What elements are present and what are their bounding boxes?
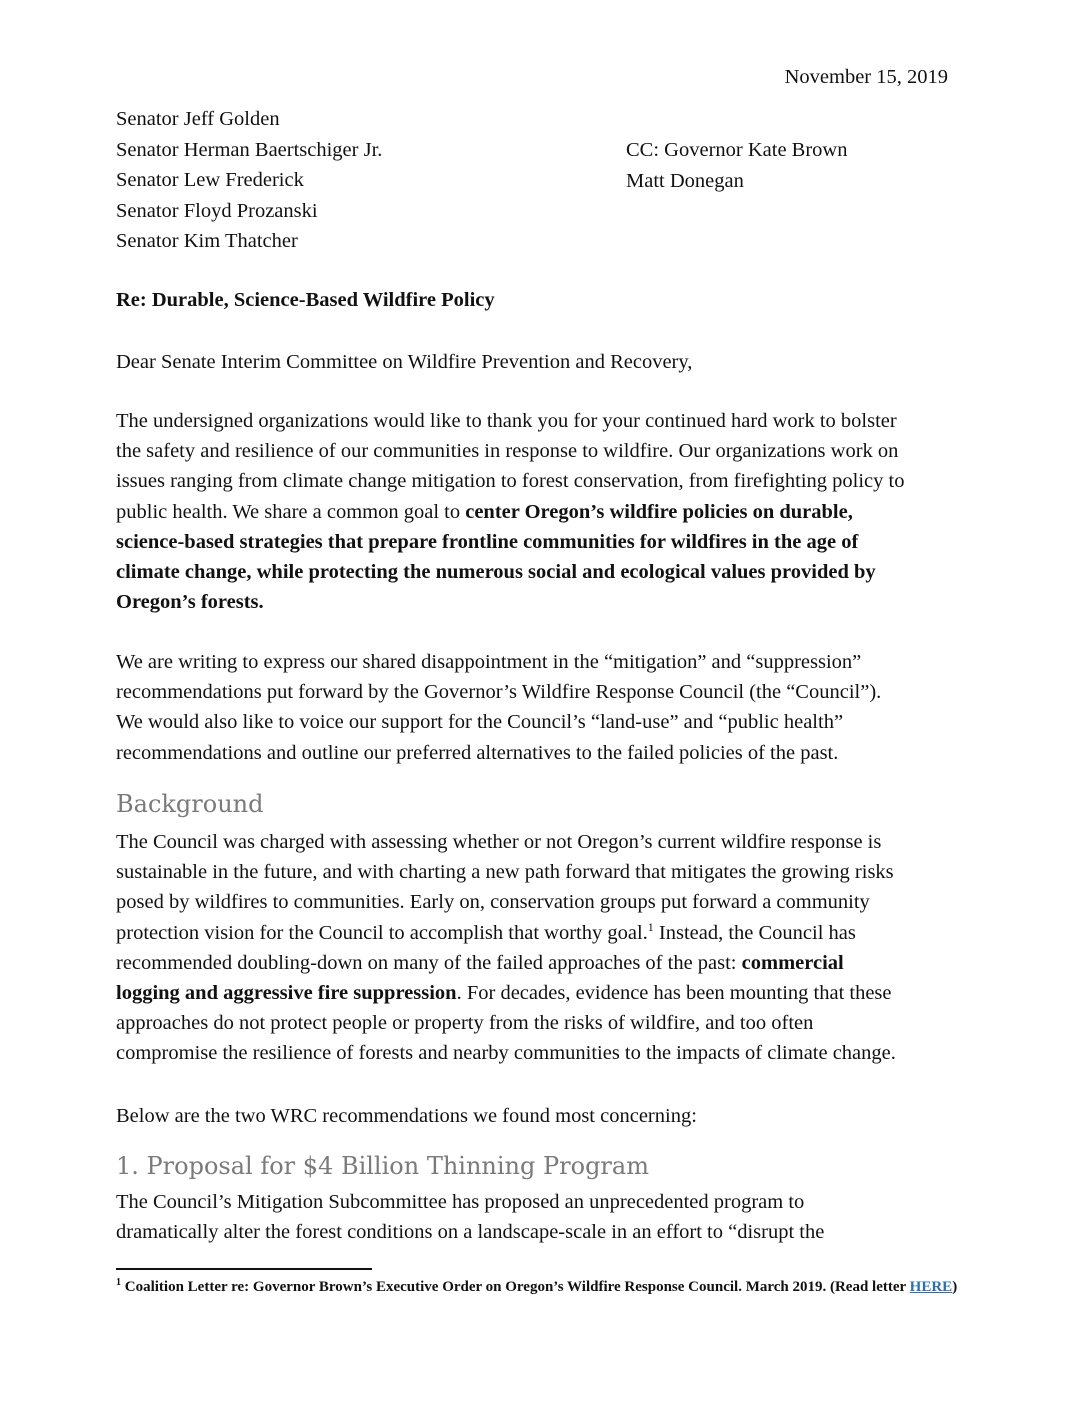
paragraph-line: We would also like to voice our support for the Council’s “land-use” and “public health” bbox=[116, 711, 844, 734]
paragraph-line: dramatically alter the forest conditions on a landscape-scale in an effort to “disrupt the bbox=[116, 1221, 825, 1244]
paragraph-line: Below are the two WRC recommendations we found most concerning: bbox=[116, 1105, 697, 1127]
cc-list bbox=[626, 135, 847, 196]
paragraph-line bbox=[116, 918, 976, 948]
paragraph-line: recommendations and outline our preferred alternatives to the failed policies of the past. bbox=[116, 741, 839, 764]
section-heading-proposal: 1. Proposal for $4 Billion Thinning Program bbox=[116, 1152, 649, 1180]
footnote-close: ) bbox=[952, 1279, 958, 1295]
paragraph-line: approaches do not protect people or property from the risks of wildfire, and too often bbox=[116, 1012, 814, 1035]
section-heading-background: Background bbox=[116, 790, 264, 818]
bold-text: Oregon’s forests. bbox=[116, 591, 264, 614]
recipient-list bbox=[116, 104, 382, 257]
subject-line: Re: Durable, Science-Based Wildfire Policy bbox=[116, 289, 495, 311]
background-paragraph bbox=[116, 827, 976, 1069]
cc-item: CC: Governor Kate Brown bbox=[626, 139, 848, 161]
bold-text: logging and aggressive fire suppression bbox=[116, 981, 457, 1004]
paragraph-line bbox=[116, 948, 976, 978]
paragraph-line bbox=[116, 527, 976, 557]
paragraph-line bbox=[116, 978, 976, 1008]
proposal-paragraph bbox=[116, 1187, 976, 1247]
paragraph-line: The Council’s Mitigation Subcommittee has proposed an unprecedented program to bbox=[116, 1191, 805, 1213]
concerns-intro bbox=[116, 1101, 976, 1131]
footnote-text: Coalition Letter re: Governor Brown’s Executive Order on Oregon’s Wildfire Response Council. March 2019. (Read letter bbox=[121, 1279, 910, 1295]
salutation: Dear Senate Interim Committee on Wildfire Prevention and Recovery, bbox=[116, 351, 693, 373]
bold-text: center Oregon’s wildfire policies on durable, bbox=[465, 500, 853, 523]
paragraph-line: sustainable in the future, and with charting a new path forward that mitigates the growing risks bbox=[116, 861, 894, 884]
footnote-ref[interactable]: 1 bbox=[647, 919, 654, 934]
bold-text: science-based strategies that prepare frontline communities for wildfires in the age of bbox=[116, 530, 859, 553]
paragraph-line bbox=[116, 587, 976, 617]
plain-text: Instead, the Council has bbox=[653, 921, 856, 944]
footnote-number: 1 bbox=[116, 1277, 121, 1288]
recipient-item: Senator Herman Baertschiger Jr. bbox=[116, 138, 383, 161]
paragraph-line: issues ranging from climate change mitigation to forest conservation, from firefighting policy to bbox=[116, 470, 905, 493]
plain-text: public health. We share a common goal to bbox=[116, 500, 466, 523]
recipient-item: Senator Jeff Golden bbox=[116, 108, 280, 130]
paragraph-line: We are writing to express our shared disappointment in the “mitigation” and “suppression” bbox=[116, 651, 862, 673]
bold-text: commercial bbox=[741, 951, 844, 974]
recipient-item: Senator Kim Thatcher bbox=[116, 230, 298, 252]
recipient-item: Senator Floyd Prozanski bbox=[116, 199, 318, 222]
footnote-link[interactable]: HERE bbox=[909, 1279, 953, 1295]
paragraph-line: compromise the resilience of forests and nearby communities to the impacts of climate change. bbox=[116, 1042, 896, 1065]
paragraph-line bbox=[116, 497, 976, 527]
paragraph-line: The undersigned organizations would like to thank you for your continued hard work to bolster bbox=[116, 410, 897, 432]
paragraph-line bbox=[116, 557, 976, 587]
cc-item: Matt Donegan bbox=[626, 169, 744, 192]
bold-text: climate change, while protecting the numerous social and ecological values provided by bbox=[116, 560, 876, 583]
letter-date: November 15, 2019 bbox=[784, 66, 948, 88]
paragraph-line: recommendations put forward by the Governor’s Wildfire Response Council (the “Council”). bbox=[116, 681, 882, 704]
purpose-paragraph bbox=[116, 647, 976, 768]
plain-text: . For decades, evidence has been mounting that these bbox=[456, 981, 892, 1004]
footnote bbox=[116, 1279, 957, 1296]
intro-paragraph bbox=[116, 406, 976, 617]
footnote-divider bbox=[116, 1268, 372, 1270]
paragraph-line: posed by wildfires to communities. Early on, conservation groups put forward a community bbox=[116, 891, 870, 914]
plain-text: recommended doubling-down on many of the failed approaches of the past: bbox=[116, 951, 742, 974]
recipient-item: Senator Lew Frederick bbox=[116, 169, 304, 191]
plain-text: protection vision for the Council to accomplish that worthy goal. bbox=[116, 921, 648, 944]
paragraph-line: The Council was charged with assessing whether or not Oregon’s current wildfire response is bbox=[116, 831, 882, 853]
paragraph-line: the safety and resilience of our communities in response to wildfire. Our organizations work on bbox=[116, 440, 899, 463]
